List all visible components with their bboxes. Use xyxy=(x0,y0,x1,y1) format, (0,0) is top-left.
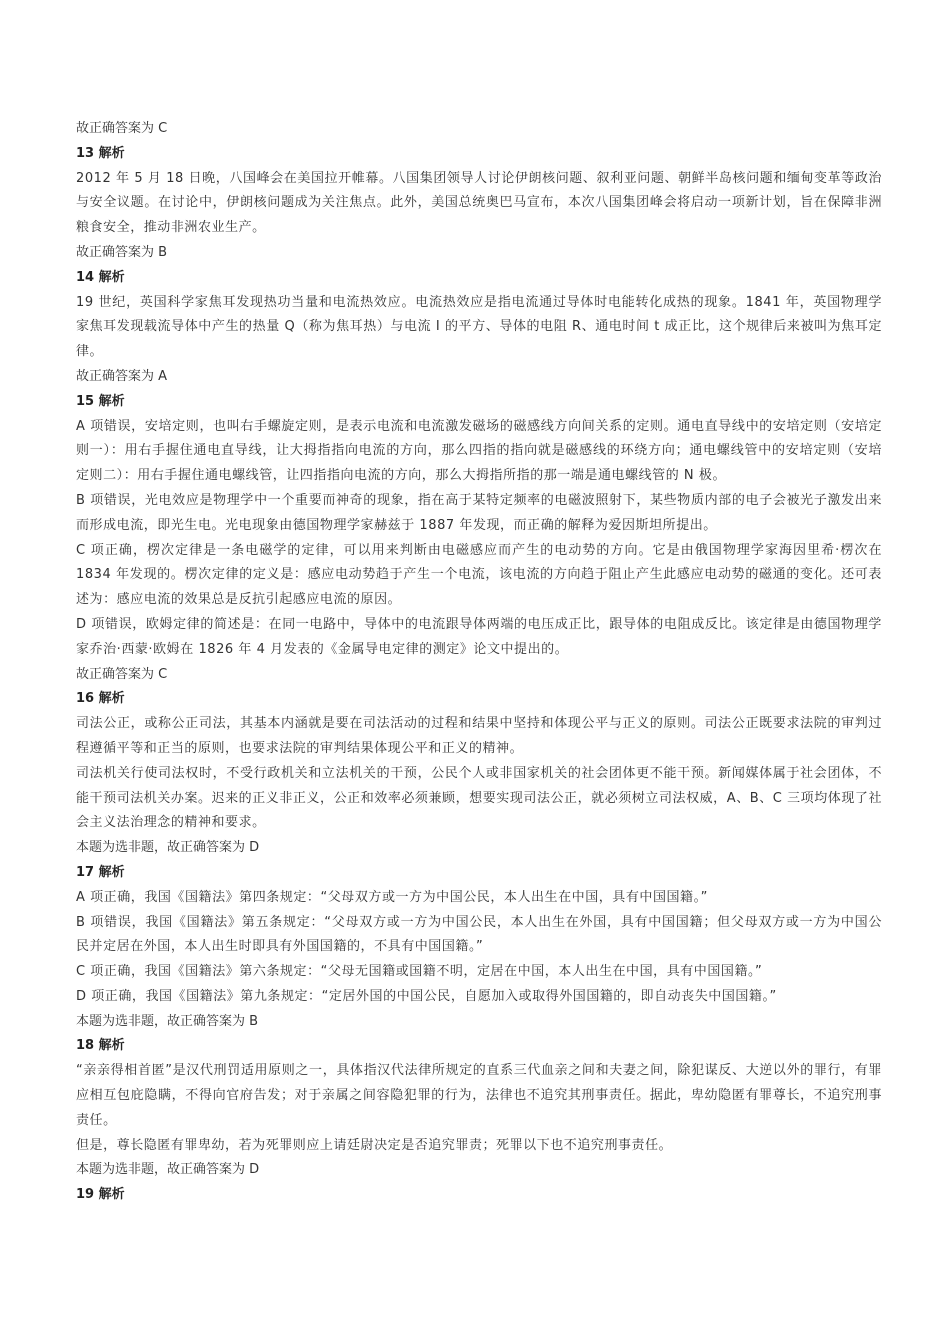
answer-line: 故正确答案为 C xyxy=(76,121,168,136)
answer-line: 本题为选非题，故正确答案为 D xyxy=(76,1162,260,1178)
paragraph: 但是，尊长隐匿有罪卑幼，若为死罪则应上请廷尉决定是否追究罪责；死罪以下也不追究刑事责任。 xyxy=(76,1137,673,1153)
answer-line: 故正确答案为 B xyxy=(76,244,168,260)
question-heading: 14 解析 xyxy=(76,269,125,285)
paragraph: C 项正确，楞次定律是一条电磁学的定律，可以用来判断由电磁感应而产生的电动势的方向。它是由俄国物理学家海因里希·楞次在 1834 年发现的。楞次定律的定义是：感应电动势趋于产生一个电流，该电流的方向趋于阻止产生此感应电动势的磁通的变化。还可表述为：感应电流的效果总是反抗引起感应电流的原因。 xyxy=(76,542,882,608)
paragraph: 司法公正，或称公正司法，其基本内涵就是要在司法活动的过程和结果中坚持和体现公平与正义的原则。司法公正既要求法院的审判过程遵循平等和正当的原则，也要求法院的审判结果体现公平和正义的精神。 xyxy=(76,716,882,756)
answer-line: 故正确答案为 A xyxy=(76,368,168,384)
question-heading: 19 解析 xyxy=(76,1187,125,1203)
question-heading: 17 解析 xyxy=(76,864,125,880)
answer-line: 故正确答案为 C xyxy=(76,666,168,682)
paragraph: A 项正确，我国《国籍法》第四条规定：“父母双方或一方为中国公民，本人出生在中国，具有中国国籍。” xyxy=(76,889,708,905)
paragraph: 19 世纪，英国科学家焦耳发现热功当量和电流热效应。电流热效应是指电流通过导体时电能转化成热的现象。1841 年，英国物理学家焦耳发现载流导体中产生的热量 Q（称为焦耳热）与电流 I 的平方、导体的电阻 R、通电时间 t 成正比，这个规律后来被叫为焦耳定律。 xyxy=(76,294,882,360)
question-heading: 18 解析 xyxy=(76,1038,125,1054)
paragraph: B 项错误，我国《国籍法》第五条规定：“父母双方或一方为中国公民，本人出生在外国，具有中国国籍；但父母双方或一方为中国公民并定居在外国，本人出生时即具有外国国籍的，不具有中国国籍。” xyxy=(76,914,882,955)
paragraph: D 项正确，我国《国籍法》第九条规定：“定居外国的中国公民，自愿加入或取得外国国籍的，即自动丧失中国国籍。” xyxy=(76,988,777,1004)
question-heading: 15 解析 xyxy=(76,393,125,409)
answer-line: 本题为选非题，故正确答案为 D xyxy=(76,840,260,856)
paragraph: A 项错误，安培定则，也叫右手螺旋定则，是表示电流和电流激发磁场的磁感线方向间关系的定则。通电直导线中的安培定则（安培定则一）：用右手握住通电直导线，让大拇指指向电流的方向，那么四指的指向就是磁感线的环绕方向；通电螺线管中的安培定则（安培定则二）：用右手握住通电螺线管，让四指指向电流的方向，那么大拇指所指的那一端是通电螺线管的 N 极。 xyxy=(76,418,882,484)
paragraph: D 项错误，欧姆定律的简述是：在同一电路中，导体中的电流跟导体两端的电压成正比，跟导体的电阻成反比。该定律是由德国物理学家乔治·西蒙·欧姆在 1826 年 4 月发表的《金属导电定律的测定》论文中提出的。 xyxy=(76,616,882,657)
question-heading: 13 解析 xyxy=(76,145,125,161)
answer-line: 本题为选非题，故正确答案为 B xyxy=(76,1013,259,1029)
paragraph: “亲亲得相首匿”是汉代刑罚适用原则之一，具体指汉代法律所规定的直系三代血亲之间和夫妻之间，除犯谋反、大逆以外的罪行，有罪应相互包庇隐瞒，不得向官府告发；对于亲属之间容隐犯罪的行为，法律也不追究其刑事责任。据此，卑幼隐匿有罪尊长，不追究刑事责任。 xyxy=(76,1063,882,1128)
paragraph: 2012 年 5 月 18 日晚，八国峰会在美国拉开帷幕。八国集团领导人讨论伊朗核问题、叙利亚问题、朝鲜半岛核问题和缅甸变革等政治与安全议题。在讨论中，伊朗核问题成为关注焦点。此外，美国总统奥巴马宣布，本次八国集团峰会将启动一项新计划，旨在保障非洲粮食安全，推动非洲农业生产。 xyxy=(76,170,882,236)
paragraph: B 项错误，光电效应是物理学中一个重要而神奇的现象，指在高于某特定频率的电磁波照射下，某些物质内部的电子会被光子激发出来而形成电流，即光生电。光电现象由德国物理学家赫兹于 1887 年发现，而正确的解释为爱因斯坦所提出。 xyxy=(76,492,882,533)
paragraph: 司法机关行使司法权时，不受行政机关和立法机关的干预，公民个人或非国家机关的社会团体更不能干预。新闻媒体属于社会团体，不能干预司法机关办案。迟来的正义非正义，公正和效率必须兼顾，想要实现司法公正，就必须树立司法权威，A、B、C 三项均体现了社会主义法治理念的精神和要求。 xyxy=(76,765,882,831)
paragraph: C 项正确，我国《国籍法》第六条规定：“父母无国籍或国籍不明，定居在中国，本人出生在中国，具有中国国籍。” xyxy=(76,964,763,980)
question-heading: 16 解析 xyxy=(76,691,125,707)
